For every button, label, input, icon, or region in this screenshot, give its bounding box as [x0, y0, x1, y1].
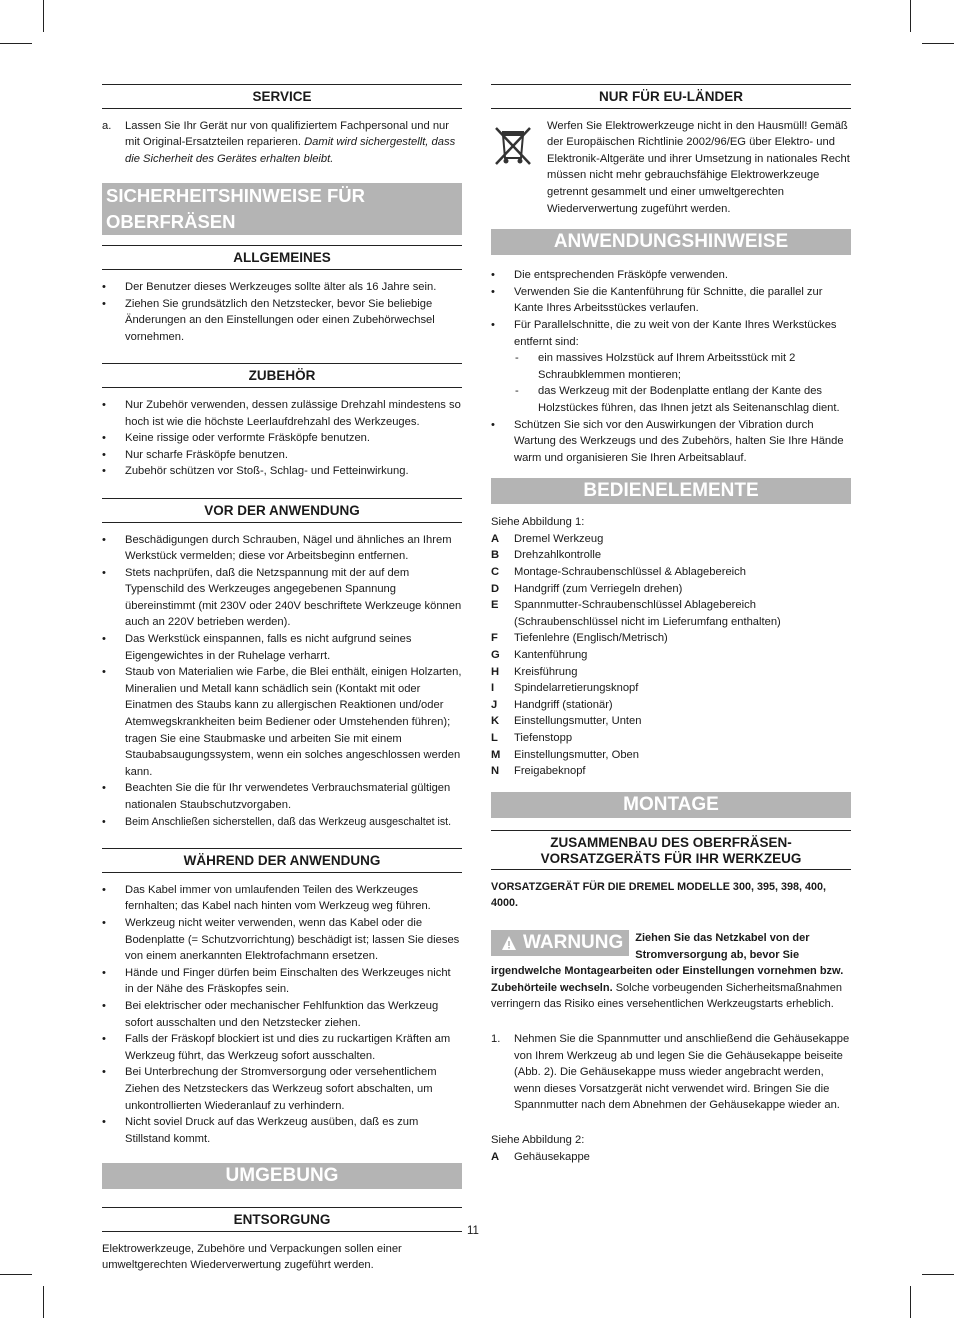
step-text: Nehmen Sie die Spannmutter und anschließend die Gehäusekappe von Ihrem Werkzeug ab und legen Sie die Gehäusekappe beiseite (Abb. 2). Die Gehäusekappe muss wieder angebracht werden, wenn dieses Vorsatzgerät nicht verwendet wird. Bringen Sie die Spannmutter nach dem Abnehmen der Gehäusekappe wieder an. — [514, 1032, 850, 1112]
list-item: • Beschädigungen durch Schrauben, Nägel und ähnliches an Ihrem Werkstück vermelden; diese vor Arbeitsbeginn entfernen. — [102, 532, 462, 565]
list-item: • Nur Zubehör verwenden, dessen zulässige Drehzahl mindestens so hoch ist wie die höchste Leerlaufdrehzahl des Werkzeuges. — [102, 397, 462, 430]
list-item: • Bei Unterbrechung der Stromversorgung oder versehentlichem Ziehen des Netzsteckers das Werkzeug sofort abschalten, um unkontrollierten Wiederanlauf zu verhindern. — [102, 1064, 462, 1114]
sub-item: - ein massives Holzstück auf Ihrem Arbeitsstück mit 2 Schraubklemmen montieren; — [515, 352, 796, 381]
montage-banner: MONTAGE — [491, 792, 851, 818]
legend-value: Einstellungsmutter, Oben — [514, 748, 639, 761]
legend-list — [491, 531, 851, 780]
legend-value: Spindelarretierungsknopf — [514, 682, 639, 695]
list-item: • Staub von Materialien wie Farbe, die Blei enthält, einigen Holzarten, Mineralien und Metall kann schädlich sein (Kontakt mit oder Einatmen des Staubs kann zu allergischen Reaktionen und/oder Atemwegskrankheiten beim Bediener oder Umstehenden führen); tragen Sie eine Staubmaske und arbeiten Sie mit einem Staubabsaugungssystem, wenn ein solches angeschlossen werden kann. — [102, 664, 462, 780]
legend-key: E — [491, 599, 499, 612]
crop-mark — [910, 0, 911, 32]
legend-row — [491, 564, 851, 581]
crop-mark — [0, 43, 32, 44]
legend-value: Handgriff (stationär) — [514, 698, 613, 711]
crop-mark — [910, 1286, 911, 1318]
allgemeines-heading: ALLGEMEINES — [102, 245, 462, 270]
legend-row — [491, 630, 851, 647]
list-item: • Das Kabel immer von umlaufenden Teilen des Werkzeuges fernhalten; das Kabel nach hinten vom Werkzeug weg führen. — [102, 882, 462, 915]
list-item: • Hände und Finger dürfen beim Einschalten des Werkzeuges nicht in der Nähe des Fräskopfes sein. — [102, 965, 462, 998]
legend-value: Drehzahlkontrolle — [514, 549, 602, 562]
legend-value: Einstellungsmutter, Unten — [514, 715, 642, 728]
legend-key: G — [491, 649, 500, 662]
list-item: • Keine rissige oder verformte Fräsköpfe benutzen. — [102, 430, 462, 447]
page-number: 11 — [467, 1225, 479, 1237]
warning-block — [491, 930, 851, 1013]
list-item: • Werkzeug nicht weiter verwenden, wenn das Kabel oder die Bodenplatte (= Schutzvorrichtung) beschädigt ist; lassen Sie dieses von einem anerkannten Elektrofachmann ersetzen. — [102, 915, 462, 965]
legend-value: Spannmutter-Schraubenschlüssel Ablagebereich (Schraubenschlüssel nicht im Lieferumfang enthalten) — [514, 599, 781, 628]
entsorgung-heading: ENTSORGUNG — [102, 1207, 462, 1232]
list-item: • Nicht soviel Druck auf das Werkzeug ausüben, daß es zum Stillstand kommt. — [102, 1114, 462, 1147]
legend-key: I — [491, 682, 495, 695]
legend-row — [491, 680, 851, 697]
list-item: • Der Benutzer dieses Werkzeuges sollte älter als 16 Jahre sein. — [102, 279, 462, 296]
legend-row — [491, 531, 851, 548]
warning-badge — [491, 930, 629, 956]
waehrend-heading: WÄHREND DER ANWENDUNG — [102, 848, 462, 873]
list-item: • Das Werkstück einspannen, falls es nicht aufgrund seines Eigengewichtes in der Ruhelage verharrt. — [102, 631, 462, 664]
anwendung-banner: ANWENDUNGSHINWEISE — [491, 229, 851, 255]
legend-value: Tiefenstopp — [514, 732, 573, 744]
legend-key: K — [491, 715, 500, 728]
legend-row — [491, 730, 851, 747]
step-marker: 1. — [491, 1032, 501, 1045]
legend-row — [491, 747, 851, 764]
list-item: • Ziehen Sie grundsätzlich den Netzstecker, bevor Sie beliebige Änderungen an den Einstellungen oder einen Zubehörwechsel vornehmen. — [102, 296, 462, 346]
zubehoer-list — [102, 397, 462, 480]
warning-bold-text: Ziehen Sie das Netzkabel von der Stromversorgung ab, bevor Sie irgendwelche Montagearbeiten oder Einstellungen vornehmen bzw. Zubehörteile wechseln. — [491, 931, 844, 994]
fig2-value: Gehäusekappe — [514, 1150, 590, 1163]
list-item: • Beachten Sie die für Ihr verwendetes Verbrauchsmaterial gültigen nationalen Staubschutzvorgaben. — [102, 780, 462, 813]
list-item: • Verwenden Sie die Kantenführung für Schnitte, die parallel zur Kante Ihres Arbeitsstückes verlaufen. — [491, 284, 851, 317]
legend-key: C — [491, 566, 500, 579]
eu-text: Werfen Sie Elektrowerkzeuge nicht in den Hausmüll! Gemäß der Europäischen Richtlinie 2002/96/EG über Elektro- und Elektronik-Altgeräte und ihrer Umsetzung in nationales Recht müssen nicht mehr gebrauchsfähige Elektrowerkzeuge getrennt gesammelt und einer umweltgerechten Wiederverwertung zugeführt werden. — [547, 119, 850, 215]
right-column — [491, 84, 851, 1165]
list-item: • Schützen Sie sich vor den Auswirkungen der Vibration durch Wartung des Werkzeugs und des Zubehörs, halten Sie Ihre Hände warm und organisieren Sie Ihren Arbeitsablauf. — [491, 417, 851, 467]
allgemeines-list — [102, 279, 462, 345]
warning-triangle-icon — [501, 935, 517, 951]
legend-row — [491, 713, 851, 730]
service-marker: a. — [102, 119, 112, 132]
legend-row — [491, 763, 851, 780]
zubehoer-heading: ZUBEHÖR — [102, 363, 462, 388]
service-italic: Damit wird sichergestellt, dass die Sicherheit des Gerätes erhalten bleibt. — [125, 136, 456, 165]
left-column — [102, 84, 462, 1274]
legend-row — [491, 697, 851, 714]
legend-value: Dremel Werkzeug — [514, 532, 604, 545]
legend-key: D — [491, 582, 500, 595]
sub-item-text: ein massives Holzstück auf Ihrem Arbeitsstück mit 2 Schraubklemmen montieren; — [538, 352, 796, 381]
fig2-row — [491, 1149, 851, 1166]
safety-banner: SICHERHEITSHINWEISE FÜR OBERFRÄSEN — [102, 183, 462, 235]
montage-heading: ZUSAMMENBAU DES OBERFRÄSEN-VORSATZGERÄTS FÜR IHR WERKZEUG — [491, 830, 851, 870]
crop-mark — [922, 1274, 954, 1275]
anwendung-list — [491, 267, 851, 350]
fig2-intro: Siehe Abbildung 2: — [491, 1133, 585, 1146]
list-item: • Bei elektrischer oder mechanischer Fehlfunktion das Werkzeug sofort ausschalten und den Netzstecker ziehen. — [102, 998, 462, 1031]
legend-row — [491, 597, 851, 630]
service-heading: SERVICE — [102, 84, 462, 109]
vor-heading: VOR DER ANWENDUNG — [102, 498, 462, 523]
sub-item-text: das Werkzeug mit der Bodenplatte entlang der Kante des Holzstückes führen, das Ihnen jetzt als Seitenanschlag dient. — [538, 385, 840, 414]
list-item: • Nur scharfe Fräsköpfe benutzen. — [102, 447, 462, 464]
waehrend-list — [102, 882, 462, 1148]
legend-key: N — [491, 765, 500, 778]
crop-mark — [922, 43, 954, 44]
legend-key: L — [491, 732, 498, 744]
list-item: • Beim Anschließen sicherstellen, daß das Werkzeug ausgeschaltet ist. — [102, 814, 462, 831]
bedien-banner: BEDIENELEMENTE — [491, 478, 851, 504]
list-item: • Zubehör schützen vor Stoß-, Schlag- und Fetteinwirkung. — [102, 463, 462, 480]
crop-mark — [43, 0, 44, 32]
umgebung-banner: UMGEBUNG — [102, 1163, 462, 1189]
crop-mark — [43, 1286, 44, 1318]
anwendung-list-2 — [491, 417, 851, 467]
list-item: • Die entsprechenden Fräsköpfe verwenden. — [491, 267, 851, 284]
legend-key: J — [491, 698, 498, 711]
legend-key: A — [491, 532, 500, 545]
legend-key: B — [491, 549, 500, 562]
legend-row — [491, 647, 851, 664]
list-item: • Für Parallelschnitte, die zu weit von der Kante Ihres Werkstückes entfernt sind: — [491, 317, 851, 350]
legend-row — [491, 581, 851, 598]
legend-row — [491, 664, 851, 681]
fig2-key: A — [491, 1150, 500, 1163]
sub-item: - das Werkzeug mit der Bodenplatte entlang der Kante des Holzstückes führen, das Ihnen jetzt als Seitenanschlag dient. — [515, 385, 840, 414]
legend-value: Tiefenlehre (Englisch/Metrisch) — [514, 632, 668, 645]
warning-label: WARNUNG — [523, 931, 624, 953]
entsorgung-text: Elektrowerkzeuge, Zubehöre und Verpackungen sollen einer umweltgerechten Wiederverwertung zugeführt werden. — [102, 1242, 402, 1272]
crossed-out-wheelie-bin-icon — [491, 118, 539, 218]
bedien-intro: Siehe Abbildung 1: — [491, 516, 585, 529]
legend-value: Kreisführung — [514, 665, 578, 678]
warning-text: Solche vorbeugenden Sicherheitsmaßnahmen verringern das Risiko eines versehentlichen Werkzeugstarts erheblich. — [491, 981, 842, 1011]
step-item — [491, 1031, 851, 1114]
legend-key: H — [491, 665, 500, 678]
list-item: • Stets nachprüfen, daß die Netzspannung mit der auf dem Typenschild des Werkzeuges angegebenen Spannung übereinstimmt (mit 230V oder 240V beschriftete Werkzeuge können auch an 220V betrieben werden). — [102, 565, 462, 631]
list-item: • Falls der Fräskopf blockiert ist und dies zu ruckartigen Kräften am Werkzeug führt, das Werkzeug sofort ausschalten. — [102, 1031, 462, 1064]
eu-block — [491, 118, 851, 218]
legend-key: M — [491, 748, 501, 761]
legend-value: Montage-Schraubenschlüssel & Ablagebereich — [514, 566, 746, 579]
legend-row — [491, 547, 851, 564]
montage-models: VORSATZGERÄT FÜR DIE DREMEL MODELLE 300, 395, 398, 400, 4000. — [491, 880, 826, 910]
legend-value: Freigabeknopf — [514, 765, 586, 778]
crop-mark — [0, 1274, 32, 1275]
legend-value: Handgriff (zum Verriegeln drehen) — [514, 582, 683, 595]
vor-list — [102, 532, 462, 831]
service-item — [102, 118, 462, 168]
legend-value: Kantenführung — [514, 649, 588, 662]
legend-key: F — [491, 632, 498, 645]
eu-heading: NUR FÜR EU-LÄNDER — [491, 84, 851, 109]
service-text: Lassen Sie Ihr Gerät nur von qualifiziertem Fachpersonal und nur mit Original-Ersatzteilen reparieren. — [125, 119, 449, 149]
